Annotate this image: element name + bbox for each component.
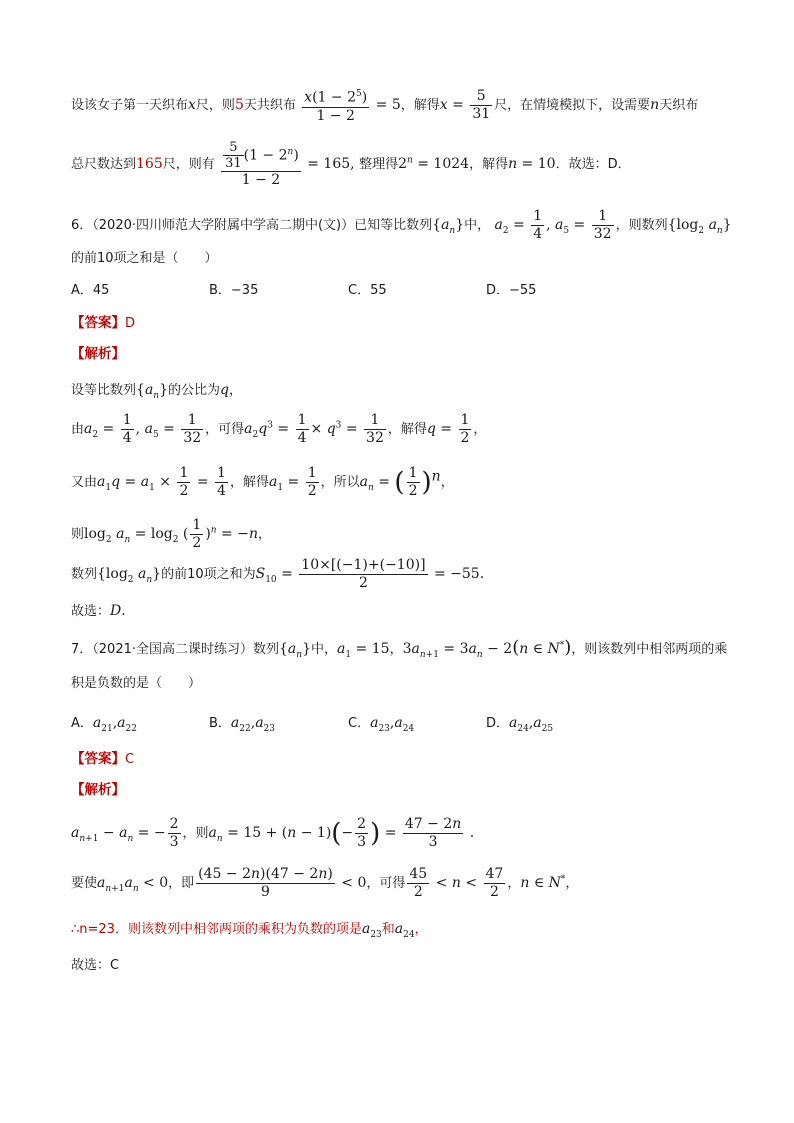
q7-analysis-tag: 【解析】 [71,782,125,798]
fraction: $\frac{1}{2}$ [192,517,202,551]
text: 中， [311,642,338,657]
q7-option-d[interactable]: D．$a_{24},a_{25}$ [486,715,554,734]
q7-solution-4: 故选：C [71,958,120,973]
answer-tag: 【答案】 [71,751,125,767]
fraction: $\frac{5}{31}$ $(1 - 2^n)$ 1 − 2 [221,140,301,189]
text: 故选： [71,604,111,619]
fraction: $\frac{2}{3}$ [169,816,179,850]
q6-solution-2: 由$a_2$ = $\frac{1}{4}$ , $a_5$ = $\frac{1}{32}$ ，可得$a_2q^3$ = $\frac{1}{4}$ × $q^3$ = $\frac{1}{32}$ ，解得q = $\frac{1}{2}$ ， [71,412,487,446]
answer-tag: 【答案】 [71,315,125,331]
text: 则 [71,527,85,542]
fraction: $\frac{1}{4}$ [122,412,132,446]
q7-solution-3: ∴n=23．则该数列中相邻两项的乘积为负数的项是$a_{23}$和$a_{24}$， [71,921,428,940]
fraction: $\frac{10\times[(-1)+(-10)]}{2}$ [301,557,426,591]
text: 7．（2021·全国高二课时练习）数列 [71,642,279,657]
text: ，解得 [229,475,269,490]
text: 尺，则有 [162,157,215,172]
fraction: $\frac{2}{3}$ [357,816,367,850]
q6-option-c[interactable]: C．55 [348,283,387,298]
text: 数列 [71,567,98,582]
q7-solution-1: $a_{n+1} - a_n$ = − $\frac{2}{3}$ ，则$a_n = 15 + (n - 1)(-$ $\frac{2}{3}$ ) = $\frac{47 - 2n}{3}$ . [71,816,475,850]
text: 的公比为 [168,383,221,398]
text: A． [71,716,93,731]
text: ∴n=23．则该数列中相邻两项的乘积为负数的项是 [71,922,362,937]
fraction: $\frac{1}{32}$ [366,412,384,446]
q7-answer [71,747,134,767]
text: 6．（2020·四川师范大学附属中学高二期中(文)）已知等比数列 [71,218,433,233]
q6-solution-6: 故选：D. [71,603,126,619]
text: ，则 [182,826,209,841]
q6-stem-line-2: 的前10项之和是（ ） [71,251,218,266]
q6-analysis-tag: 【解析】 [71,346,125,362]
text: ，即 [168,876,195,891]
fraction: $\frac{1}{32}$ [183,412,202,446]
q7-option-c[interactable]: C．$a_{23},a_{24}$ [348,715,415,734]
q6-solution-1: 设等比数列$\{a_n\}$的公比为q， [71,382,243,401]
fraction: $\frac{x(1 - 2^5)}{1 - 2}$ [302,86,369,125]
text: B． [209,716,231,731]
fraction: $\frac{1}{2}$ [408,465,418,499]
q6-answer [71,311,135,331]
q6-option-d[interactable]: D．−55 [486,283,537,298]
fraction: $\frac{1}{2}$ [179,465,189,499]
text: ，解得 [387,422,427,437]
fraction: $\frac{47 - 2n}{3}$ [404,816,462,850]
text: ，可得 [366,876,406,891]
text: 总尺数达到 [71,157,137,172]
text: 整理得 [359,157,399,172]
text: ，解得 [400,97,440,113]
fraction: $\frac{(45 - 2n)(47 - 2n)}{9}$ [198,866,333,900]
q6-solution-3: 又由$a_1q = a_1$ × $\frac{1}{2}$ = $\frac{1}{4}$ ，解得$a_1$ = $\frac{1}{2}$ ，所以$a_n$ = ( $\frac{1}{2}$ )$^n$， [71,465,454,499]
text: 又由 [71,475,98,490]
text: ，解得 [469,157,509,172]
q7-stem-line-2: 积是负数的是（ ） [71,676,202,691]
fraction: $\frac{1}{2}$ [460,412,470,446]
text: 由 [71,422,85,437]
text: 设等比数列 [71,383,137,398]
text: 的前10项之和为 [161,567,256,582]
text: D． [486,716,510,731]
q6-option-a[interactable]: A．45 [71,283,110,298]
text: 要使 [71,876,98,891]
text: 设该女子第一天织布 [71,97,189,113]
fraction: $\frac{1}{2}$ [307,465,317,499]
q6-solution-4: 则$\log_2 a_n = \log_2$ ( $\frac{1}{2}$ )$^n$ = −n， [71,517,271,551]
text: 天共织布 [243,97,296,113]
answer-value: C [125,752,135,767]
text: 天织布 [659,97,699,113]
fraction: $\frac{1}{4}$ [297,412,307,446]
q7-option-a[interactable]: A．$a_{21},a_{22}$ [71,715,137,734]
text: C． [348,716,371,731]
p5-line-1: 设该女子第一天织布x尺，则5天共织布 $\frac{x(1 - 2^5)}{1 - 2}$ = 5，解得x = $\frac{5}{31}$ 尺，在情境模拟下，设需要n天织布 [71,87,699,124]
text: 中， [464,218,491,233]
text: ，可得 [205,422,245,437]
fraction: $\frac{47}{2}$ [485,866,504,900]
fraction: $\frac{1}{4}$ [217,465,226,499]
text: 尺，在情境模拟下，设需要 [494,97,651,113]
q6-stem-line-1: 6．（2020·四川师范大学附属中学高二期中(文)）已知等比数列$\{a_n\}$中， $a_2$ = $\frac{1}{4}$ , $a_5$ = $\frac{1}{32}$ ，则数列{$\log_2$ $a_n$} [71,208,732,242]
q7-stem-line-1: 7．（2021·全国高二课时练习）数列$\{a_n\}$中，$a_1 = 15$，$3a_{n+1} = 3a_n - 2(n$ ∈ N*)，则该数列中相邻两项的乘 [71,637,728,660]
text: ，则数列 [615,218,668,233]
text: 和 [381,922,395,937]
fraction: $\frac{1}{32}$ [593,208,612,242]
text: 尺，则 [195,97,235,113]
q7-option-b[interactable]: B．$a_{22},a_{23}$ [209,715,275,734]
fraction: $\frac{45}{2}$ [409,866,428,900]
fraction: $\frac{1}{4}$ [533,208,543,242]
answer-value: D [125,316,136,331]
text: ．故选：D． [555,157,631,172]
q6-option-b[interactable]: B．−35 [209,283,259,298]
q7-solution-2: 要使$a_{n+1}a_n < 0$，即 $\frac{(45 - 2n)(47 - 2n)}{9}$ < 0，可得 $\frac{45}{2}$ < n < $\frac{47}{2}$ ，n ∈ N*， [71,866,579,900]
text: ，所以 [320,475,360,490]
fraction: $\frac{5}{31}$ [472,87,491,122]
q6-solution-5: 数列{$\log_2$ $a_n$}的前10项之和为$S_{10}$ = $\frac{10\times[(-1)+(-10)]}{2}$ = −55. [71,557,485,591]
p5-line-2: 总尺数达到165尺，则有 $\frac{5}{31}$ $(1 - 2^n)$ 1 − 2 = 165, 整理得$2^n = 1024$，解得n = 10．故选：D． [71,140,631,188]
text: ，则该数列中相邻两项的乘 [571,642,728,657]
